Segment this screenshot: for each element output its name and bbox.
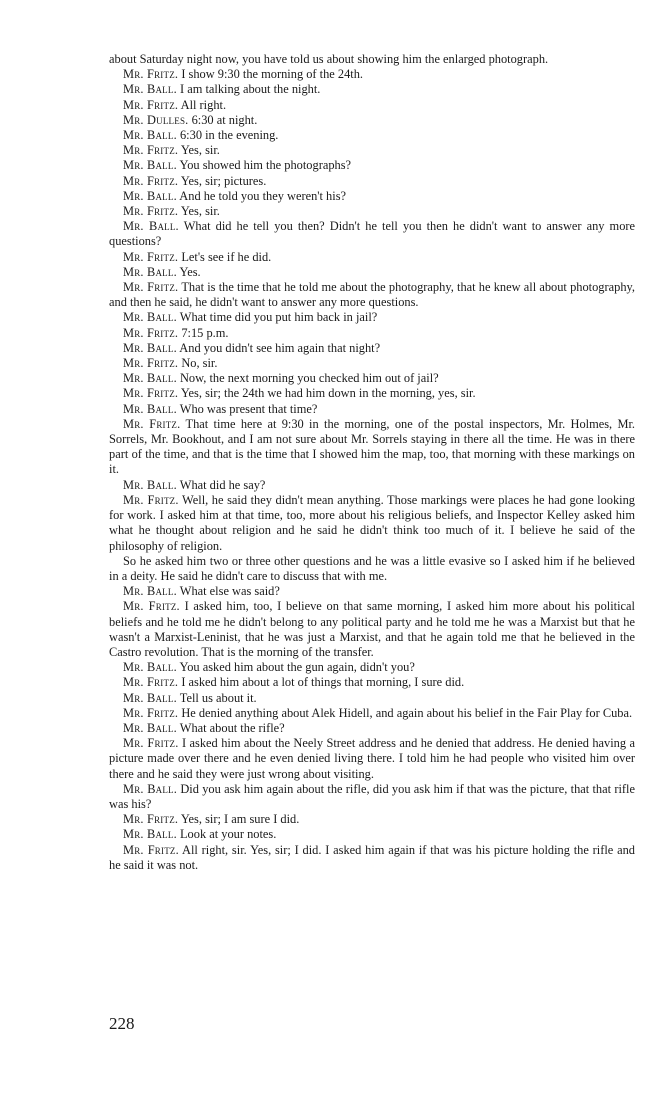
transcript-paragraph <box>109 113 635 128</box>
transcript-paragraph <box>109 265 635 280</box>
speaker-label: Mr. Fritz. <box>123 325 179 340</box>
speech-text: Yes. <box>179 264 201 279</box>
transcript-paragraph <box>109 326 635 341</box>
speaker-label: Mr. Ball. <box>123 690 177 705</box>
speech-text: I asked him about a lot of things that morning, I sure did. <box>181 675 465 690</box>
transcript-paragraph <box>109 417 635 478</box>
speaker-label: Mr. Fritz. <box>123 97 179 112</box>
speaker-label: Mr. Fritz. <box>123 416 181 431</box>
transcript-paragraph <box>109 98 635 113</box>
speech-text: That is the time that he told me about the photography, that he knew all about photography, and then he said, he didn't want to answer any more questions. <box>109 280 636 310</box>
speech-text: I am talking about the night. <box>179 82 321 97</box>
transcript-paragraph <box>109 675 635 690</box>
transcript-paragraph <box>109 67 635 82</box>
speech-text: Yes, sir. <box>180 204 220 219</box>
speaker-label: Mr. Fritz. <box>123 705 179 720</box>
speaker-label: Mr. Fritz. <box>123 736 179 751</box>
speech-text: about Saturday night now, you have told us about showing him the enlarged photograph. <box>109 52 549 66</box>
speech-text: I asked him about the Neely Street address and he denied that address. He denied having a picture made over there and he even denied living there. I told him he had people who visited him over there and he said they were just wrong about visiting. <box>109 736 635 781</box>
speaker-label: Mr. Fritz. <box>123 143 179 158</box>
speaker-label: Mr. Fritz. <box>123 812 179 827</box>
speech-text: 6:30 in the evening. <box>179 128 279 143</box>
speaker-label: Mr. Fritz. <box>123 599 180 614</box>
transcript-paragraph <box>109 280 635 310</box>
transcript-paragraph <box>109 584 635 599</box>
transcript-paragraph <box>109 310 635 325</box>
speaker-label: Mr. Ball. <box>123 781 178 796</box>
transcript-paragraph <box>109 706 635 721</box>
transcript-paragraph <box>109 356 635 371</box>
speaker-label: Mr. Fritz. <box>123 675 179 690</box>
speaker-label: Mr. Ball. <box>123 477 177 492</box>
transcript-paragraph <box>109 371 635 386</box>
speaker-label: Mr. Fritz. <box>123 842 179 857</box>
speaker-label: Mr. Dulles. <box>123 112 189 127</box>
transcript-paragraph <box>109 219 635 249</box>
speaker-label: Mr. Ball. <box>123 340 177 355</box>
transcript-paragraph <box>109 52 635 67</box>
transcript-paragraph <box>109 189 635 204</box>
speaker-label: Mr. Fritz. <box>123 67 179 82</box>
transcript-paragraph <box>109 493 635 554</box>
speech-text: All right, sir. Yes, sir; I did. I asked him again if that was his picture holding the rifle and he said it was not. <box>109 842 635 872</box>
transcript-paragraph <box>109 204 635 219</box>
transcript-paragraph <box>109 158 635 173</box>
speech-text: Yes, sir; the 24th we had him down in the morning, yes, sir. <box>180 386 476 401</box>
speech-text: Well, he said they didn't mean anything. Those markings were places he had gone looking for work. I asked him at that time, too, more about his religious beliefs, and Inspector Kelley asked him what he thought about religion and he said he didn't think too much of it. I believe he said of the philosophy of religion. <box>109 492 635 553</box>
transcript-paragraph <box>109 174 635 189</box>
speech-text: What time did you put him back in jail? <box>179 310 378 325</box>
transcript-paragraph <box>109 599 635 660</box>
transcript-text <box>109 52 635 873</box>
speech-text: 6:30 at night. <box>191 112 258 127</box>
transcript-paragraph <box>109 721 635 736</box>
speech-text: You asked him about the gun again, didn't you? <box>179 660 415 675</box>
speech-text: And you didn't see him again that night? <box>179 340 381 355</box>
speaker-label: Mr. Ball. <box>123 82 177 97</box>
speech-text: I asked him, too, I believe on that same morning, I asked him more about his political beliefs and he told me he didn't belong to any political party and he told me he was a Marxist but that he wasn't a Marxist-Leninist, that he was just a Marxist, and that he again told me that he believed in the Castro revolution. That is the morning of the transfer. <box>109 599 635 659</box>
speech-text: Look at your notes. <box>179 827 277 842</box>
speech-text: What about the rifle? <box>179 720 285 735</box>
speaker-label: Mr. Fritz. <box>123 249 179 264</box>
speech-text: Yes, sir; pictures. <box>180 173 267 188</box>
speech-text: I show 9:30 the morning of the 24th. <box>181 67 364 82</box>
transcript-paragraph <box>109 143 635 158</box>
transcript-paragraph <box>109 827 635 842</box>
speech-text: He denied anything about Alek Hidell, and again about his belief in the Fair Play for Cuba. <box>181 705 633 720</box>
speech-text: Now, the next morning you checked him out of jail? <box>179 371 439 386</box>
transcript-paragraph <box>109 782 635 812</box>
transcript-paragraph <box>109 660 635 675</box>
speaker-label: Mr. Ball. <box>123 310 177 325</box>
transcript-paragraph <box>109 250 635 265</box>
speech-text: Yes, sir. <box>180 143 220 158</box>
speech-text: 7:15 p.m. <box>181 325 229 340</box>
speech-text: Who was present that time? <box>179 401 318 416</box>
speaker-label: Mr. Ball. <box>123 158 177 173</box>
transcript-paragraph <box>109 386 635 401</box>
speaker-label: Mr. Fritz. <box>123 386 179 401</box>
speaker-label: Mr. Ball. <box>123 371 177 386</box>
speech-text: All right. <box>180 97 227 112</box>
speaker-label: Mr. Ball. <box>123 264 177 279</box>
speech-text: Did you ask him again about the rifle, did you ask him if that was the picture, that that rifle was his? <box>109 781 635 811</box>
speech-text: What else was said? <box>179 584 280 599</box>
speaker-label: Mr. Fritz. <box>123 356 179 371</box>
speaker-label: Mr. Ball. <box>123 219 179 234</box>
transcript-paragraph <box>109 402 635 417</box>
speech-text: So he asked him two or three other questions and he was a little evasive so I asked him if he believed in a deity. He said he didn't care to discuss that with me. <box>109 553 635 583</box>
speech-text: What did he tell you then? Didn't he tell you then he didn't want to answer any more questions? <box>109 219 636 249</box>
speaker-label: Mr. Ball. <box>123 188 177 203</box>
speaker-label: Mr. Ball. <box>123 128 177 143</box>
transcript-paragraph <box>109 554 635 584</box>
transcript-paragraph <box>109 478 635 493</box>
speaker-label: Mr. Fritz. <box>123 492 179 507</box>
transcript-paragraph <box>109 691 635 706</box>
page-number: 228 <box>109 1014 135 1033</box>
transcript-paragraph <box>109 128 635 143</box>
speech-text: Yes, sir; I am sure I did. <box>180 812 300 827</box>
speaker-label: Mr. Fritz. <box>123 173 179 188</box>
speaker-label: Mr. Ball. <box>123 827 177 842</box>
transcript-paragraph <box>109 736 635 782</box>
speech-text: What did he say? <box>179 477 266 492</box>
transcript-paragraph <box>109 812 635 827</box>
transcript-paragraph <box>109 341 635 356</box>
speaker-label: Mr. Fritz. <box>123 280 179 295</box>
speech-text: No, sir. <box>181 356 218 371</box>
transcript-paragraph <box>109 843 635 873</box>
speech-text: And he told you they weren't his? <box>179 188 347 203</box>
speaker-label: Mr. Ball. <box>123 584 177 599</box>
speaker-label: Mr. Ball. <box>123 720 177 735</box>
speaker-label: Mr. Ball. <box>123 401 177 416</box>
transcript-paragraph <box>109 82 635 97</box>
speech-text: That time here at 9:30 in the morning, one of the postal inspectors, Mr. Holmes, Mr. Sorrels, Mr. Bookhout, and I am not sure about Mr. Sorrels staying in there all the time. He was in there part of the time, and that is the time that I showed him the map, too, that morning with these markings on it. <box>109 416 636 477</box>
speaker-label: Mr. Ball. <box>123 660 177 675</box>
speech-text: Tell us about it. <box>179 690 257 705</box>
speaker-label: Mr. Fritz. <box>123 204 179 219</box>
speech-text: You showed him the photographs? <box>179 158 352 173</box>
speech-text: Let's see if he did. <box>181 249 272 264</box>
